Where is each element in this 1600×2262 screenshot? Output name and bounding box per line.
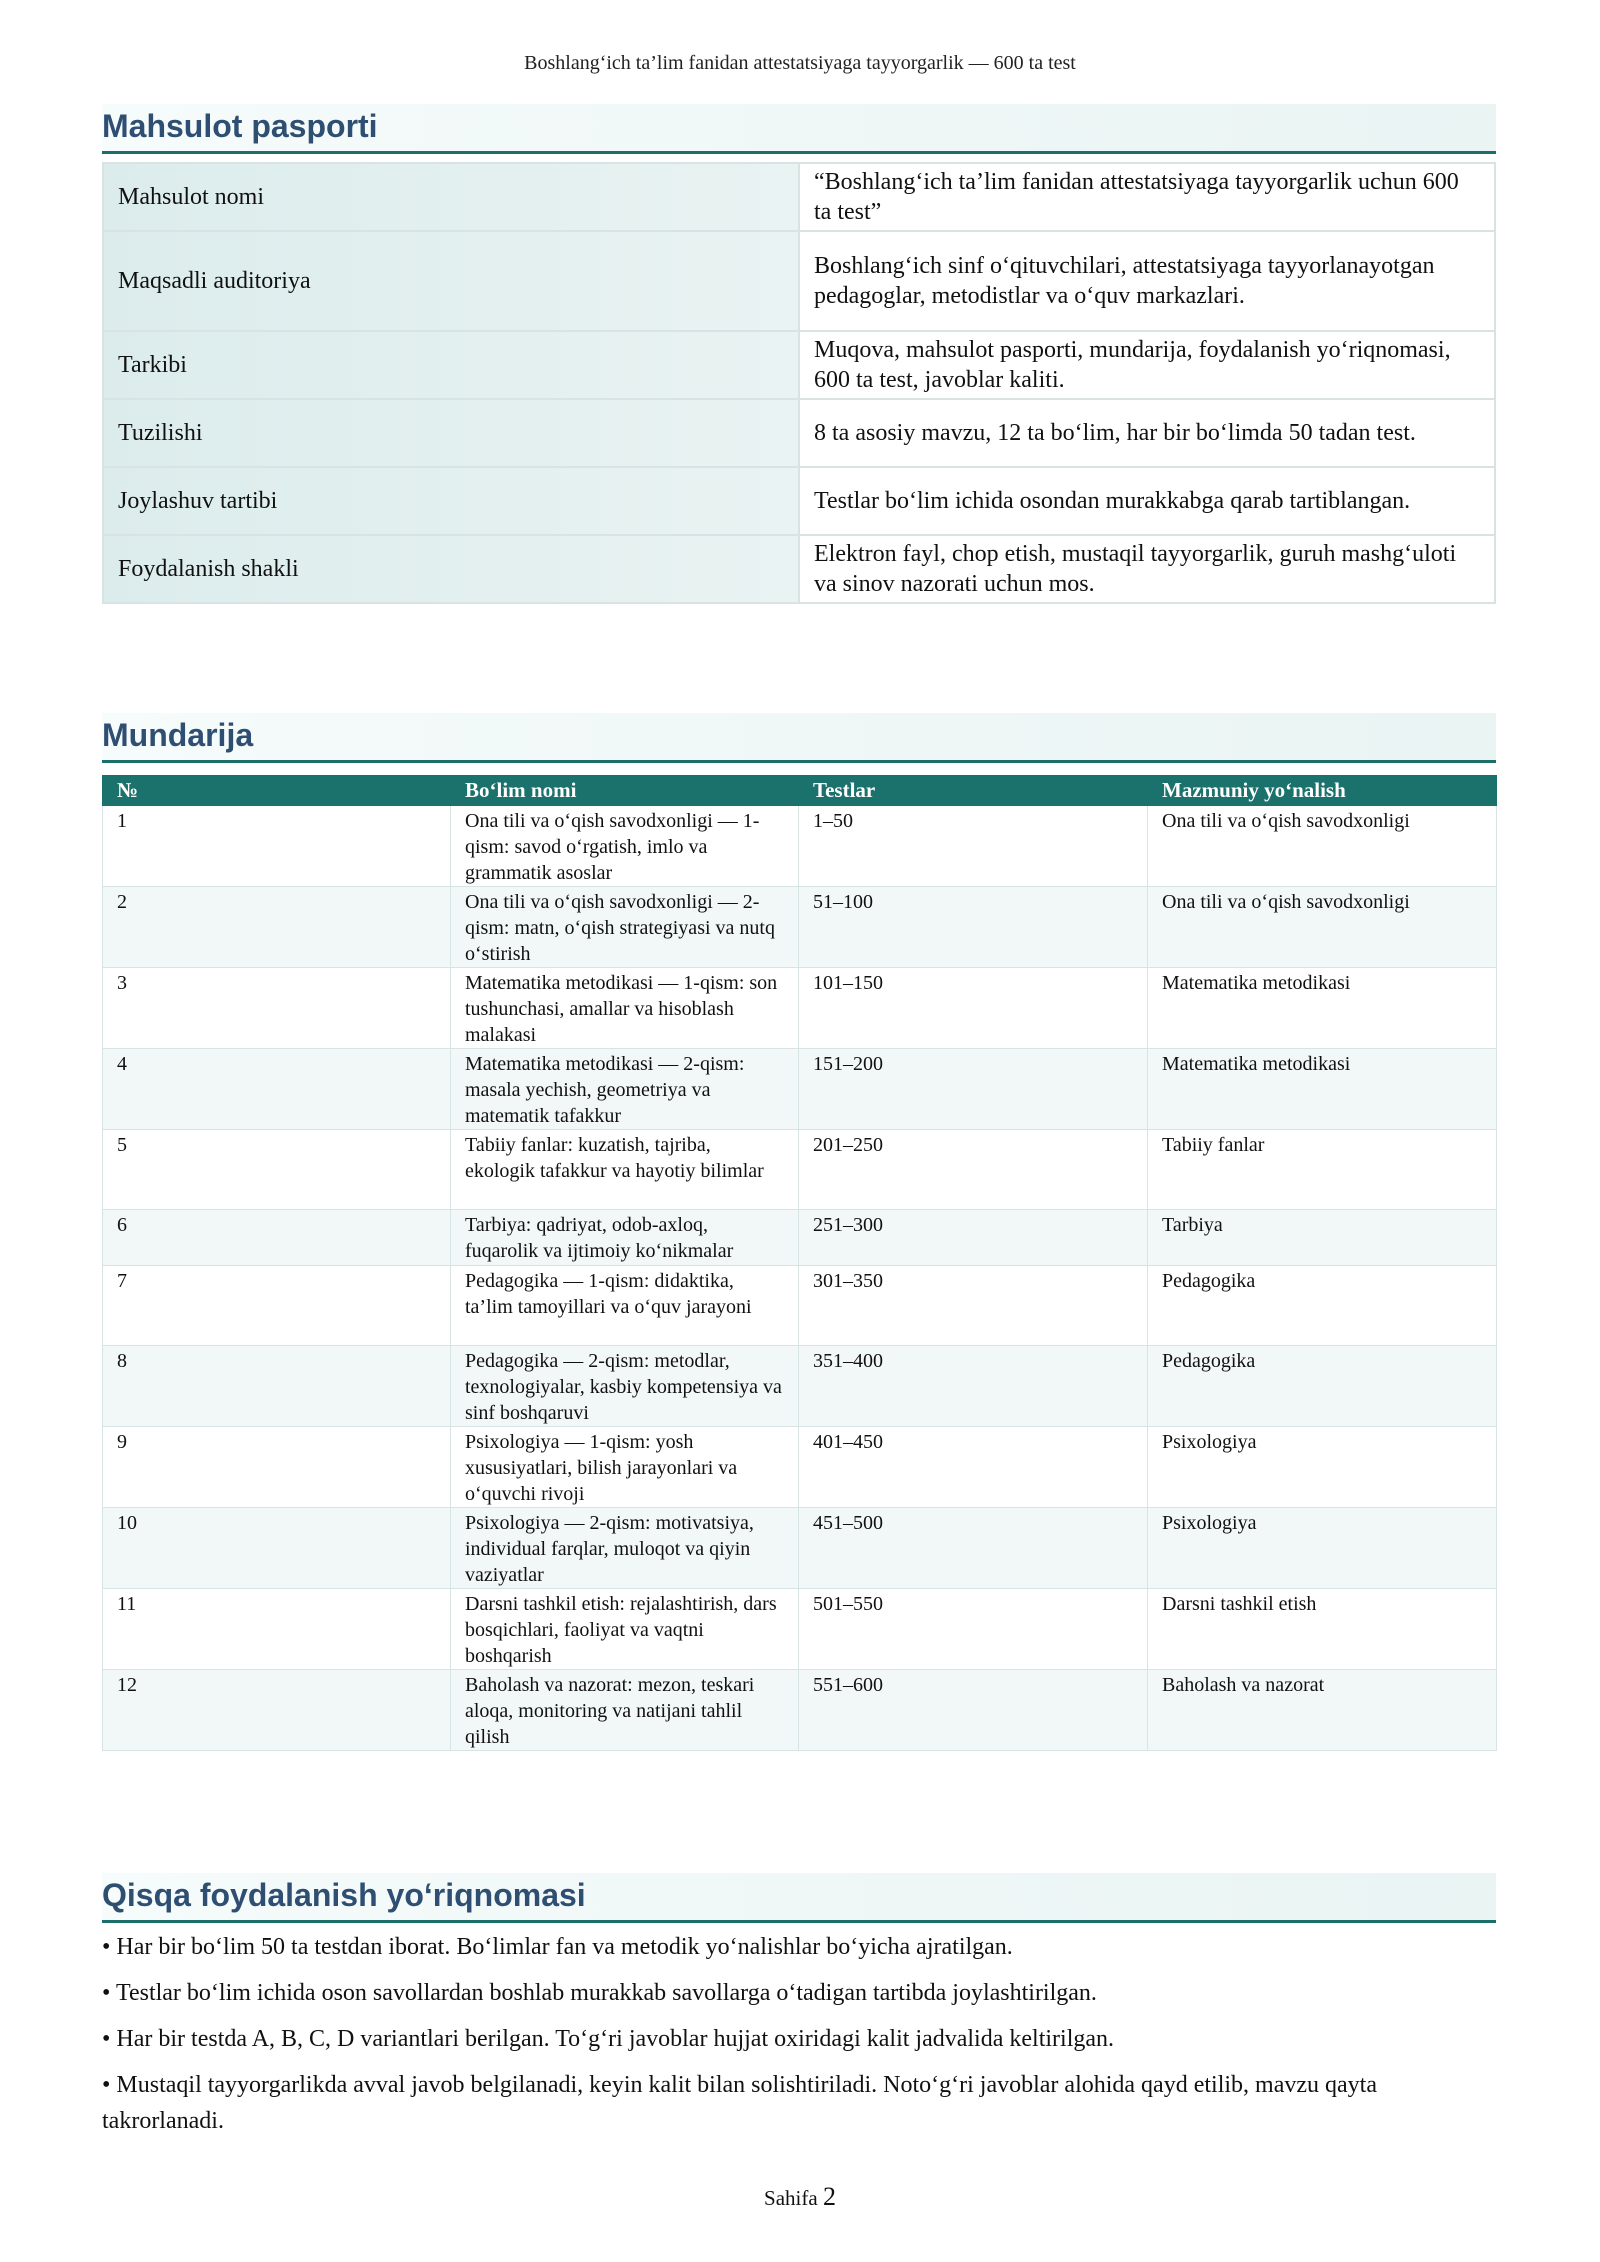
list-item: • Mustaqil tayyorgarlikda avval javob belgilanadi, keyin kalit bilan solishtiriladi. Noto‘g‘ri javoblar alohida qayd etilib, mavzu qayta takrorlanadi. <box>102 2072 1377 2134</box>
section-direction: Pedagogika <box>1148 1346 1497 1427</box>
section-number: 5 <box>103 1130 451 1210</box>
passport-value: Elektron fayl, chop etish, mustaqil tayyorgarlik, guruh mashg‘uloti va sinov nazorati uchun mos. <box>799 535 1495 603</box>
section-direction: Psixologiya <box>1148 1427 1497 1508</box>
section-name: Matematika metodikasi — 1-qism: son tushunchasi, amallar va hisoblash malakasi <box>451 968 799 1049</box>
passport-row <box>103 231 1495 331</box>
section-name: Tabiiy fanlar: kuzatish, tajriba, ekologik tafakkur va hayotiy bilimlar <box>451 1130 799 1210</box>
section-direction: Ona tili va o‘qish savodxonligi <box>1148 806 1497 887</box>
section-direction: Matematika metodikasi <box>1148 968 1497 1049</box>
passport-section-title: Mahsulot pasporti <box>102 104 1496 154</box>
table-row <box>103 1266 1497 1346</box>
table-row <box>103 1049 1497 1130</box>
guide-list <box>102 1929 1496 2149</box>
test-range: 551–600 <box>799 1670 1148 1751</box>
passport-value: 8 ta asosiy mavzu, 12 ta bo‘lim, har bir bo‘limda 50 tadan test. <box>799 399 1495 467</box>
test-range: 1–50 <box>799 806 1148 887</box>
section-number: 10 <box>103 1508 451 1589</box>
column-header-direction: Mazmuniy yo‘nalish <box>1148 776 1497 806</box>
passport-key: Foydalanish shakli <box>103 535 799 603</box>
test-range: 201–250 <box>799 1130 1148 1210</box>
passport-row <box>103 399 1495 467</box>
section-name: Pedagogika — 1-qism: didaktika, ta’lim tamoyillari va o‘quv jarayoni <box>451 1266 799 1346</box>
passport-row <box>103 467 1495 535</box>
passport-key: Joylashuv tartibi <box>103 467 799 535</box>
section-name: Darsni tashkil etish: rejalashtirish, dars bosqichlari, faoliyat va vaqtni boshqarish <box>451 1589 799 1670</box>
passport-key: Tuzilishi <box>103 399 799 467</box>
page-footer <box>0 2182 1600 2212</box>
test-range: 301–350 <box>799 1266 1148 1346</box>
table-row <box>103 1589 1497 1670</box>
passport-row <box>103 163 1495 231</box>
column-header-section-name: Bo‘lim nomi <box>451 776 799 806</box>
list-item: • Testlar bo‘lim ichida oson savollardan boshlab murakkab savollarga o‘tadigan tartibda joylashtirilgan. <box>102 1980 1097 2006</box>
test-range: 451–500 <box>799 1508 1148 1589</box>
section-direction: Pedagogika <box>1148 1266 1497 1346</box>
passport-value: “Boshlang‘ich ta’lim fanidan attestatsiyaga tayyorgarlik uchun 600 ta test” <box>799 163 1495 231</box>
table-row <box>103 806 1497 887</box>
test-range: 401–450 <box>799 1427 1148 1508</box>
passport-value: Testlar bo‘lim ichida osondan murakkabga qarab tartiblangan. <box>799 467 1495 535</box>
section-number: 8 <box>103 1346 451 1427</box>
section-number: 4 <box>103 1049 451 1130</box>
list-item: • Har bir testda A, B, C, D variantlari berilgan. To‘g‘ri javoblar hujjat oxiridagi kalit jadvalida keltirilgan. <box>102 2026 1115 2052</box>
table-row <box>103 887 1497 968</box>
section-number: 7 <box>103 1266 451 1346</box>
contents-section-title: Mundarija <box>102 713 1496 763</box>
passport-key: Mahsulot nomi <box>103 163 799 231</box>
column-header-tests: Testlar <box>799 776 1148 806</box>
section-direction: Matematika metodikasi <box>1148 1049 1497 1130</box>
passport-key: Maqsadli auditoriya <box>103 231 799 331</box>
column-header-number: № <box>103 776 451 806</box>
section-number: 2 <box>103 887 451 968</box>
section-number: 1 <box>103 806 451 887</box>
section-direction: Baholash va nazorat <box>1148 1670 1497 1751</box>
passport-row <box>103 535 1495 603</box>
section-direction: Tarbiya <box>1148 1210 1497 1266</box>
passport-table <box>102 162 1496 604</box>
section-direction: Ona tili va o‘qish savodxonligi <box>1148 887 1497 968</box>
section-name: Ona tili va o‘qish savodxonligi — 2-qism: matn, o‘qish strategiyasi va nutq o‘stirish <box>451 887 799 968</box>
section-name: Ona tili va o‘qish savodxonligi — 1-qism: savod o‘rgatish, imlo va grammatik asoslar <box>451 806 799 887</box>
section-name: Baholash va nazorat: mezon, teskari aloqa, monitoring va natijani tahlil qilish <box>451 1670 799 1751</box>
table-row <box>103 1508 1497 1589</box>
contents-header-row <box>103 776 1497 806</box>
section-number: 12 <box>103 1670 451 1751</box>
test-range: 351–400 <box>799 1346 1148 1427</box>
test-range: 151–200 <box>799 1049 1148 1130</box>
test-range: 101–150 <box>799 968 1148 1049</box>
contents-table <box>102 775 1497 1751</box>
section-number: 3 <box>103 968 451 1049</box>
section-name: Psixologiya — 2-qism: motivatsiya, individual farqlar, muloqot va qiyin vaziyatlar <box>451 1508 799 1589</box>
section-number: 9 <box>103 1427 451 1508</box>
page-number: 2 <box>822 2182 836 2211</box>
section-number: 11 <box>103 1589 451 1670</box>
table-row <box>103 1346 1497 1427</box>
table-row <box>103 968 1497 1049</box>
test-range: 251–300 <box>799 1210 1148 1266</box>
section-name: Matematika metodikasi — 2-qism: masala yechish, geometriya va matematik tafakkur <box>451 1049 799 1130</box>
passport-value: Boshlang‘ich sinf o‘qituvchilari, attestatsiyaga tayyorlanayotgan pedagoglar, metodistlar va o‘quv markazlari. <box>799 231 1495 331</box>
table-row <box>103 1670 1497 1751</box>
passport-value: Muqova, mahsulot pasporti, mundarija, foydalanish yo‘riqnomasi, 600 ta test, javoblar kaliti. <box>799 331 1495 399</box>
test-range: 501–550 <box>799 1589 1148 1670</box>
footer-label: Sahifa <box>764 2186 818 2210</box>
section-name: Psixologiya — 1-qism: yosh xususiyatlari, bilish jarayonlari va o‘quvchi rivoji <box>451 1427 799 1508</box>
list-item: • Har bir bo‘lim 50 ta testdan iborat. Bo‘limlar fan va metodik yo‘nalishlar bo‘yicha ajratilgan. <box>102 1934 1013 1960</box>
table-row <box>103 1130 1497 1210</box>
passport-row <box>103 331 1495 399</box>
section-number: 6 <box>103 1210 451 1266</box>
section-name: Tarbiya: qadriyat, odob-axloq, fuqarolik va ijtimoiy ko‘nikmalar <box>451 1210 799 1266</box>
section-direction: Darsni tashkil etish <box>1148 1589 1497 1670</box>
section-name: Pedagogika — 2-qism: metodlar, texnologiyalar, kasbiy kompetensiya va sinf boshqaruvi <box>451 1346 799 1427</box>
running-header: Boshlang‘ich ta’lim fanidan attestatsiyaga tayyorgarlik — 600 ta test <box>524 52 1076 74</box>
section-direction: Psixologiya <box>1148 1508 1497 1589</box>
passport-key: Tarkibi <box>103 331 799 399</box>
test-range: 51–100 <box>799 887 1148 968</box>
table-row <box>103 1210 1497 1266</box>
guide-section-title: Qisqa foydalanish yo‘riqnomasi <box>102 1873 1496 1923</box>
section-direction: Tabiiy fanlar <box>1148 1130 1497 1210</box>
table-row <box>103 1427 1497 1508</box>
